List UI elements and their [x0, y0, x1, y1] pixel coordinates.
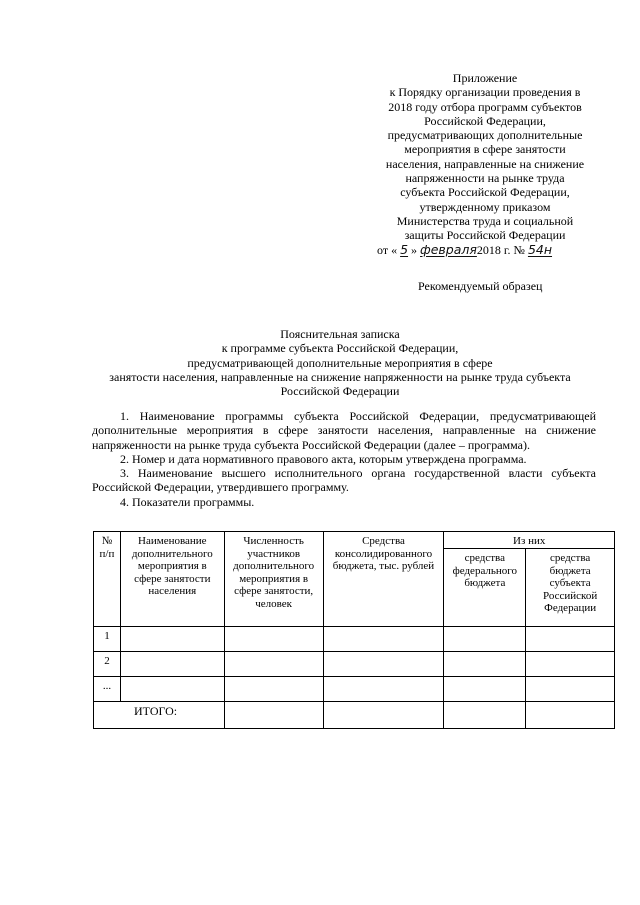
date-prefix: от « [377, 242, 398, 257]
table-cell [323, 652, 444, 677]
appendix-line: субъекта Российской Федерации, [400, 185, 570, 200]
table-cell [444, 652, 526, 677]
handwritten-day: 5 [400, 241, 409, 257]
title-line: к программе субъекта Российской Федерации, [221, 341, 459, 356]
table-total-row [94, 702, 615, 729]
table-header-row [94, 532, 615, 549]
appendix-line: защиты Российской Федерации [404, 228, 566, 243]
table-row [94, 652, 615, 677]
table-cell [323, 677, 444, 702]
appendix-header [365, 71, 605, 257]
appendix-line: мероприятия в сфере занятости [404, 142, 566, 157]
title-line: Пояснительная записка [280, 327, 400, 341]
row-number: 2 [94, 652, 121, 677]
number-sign: № [513, 242, 525, 257]
table-cell [224, 627, 323, 652]
sample-label: Рекомендуемый образец [418, 279, 543, 293]
row-number: ... [94, 677, 121, 702]
table-row [94, 677, 615, 702]
table-cell [526, 677, 615, 702]
handwritten-month: февраля [420, 241, 477, 257]
appendix-line: Российской Федерации, [424, 113, 546, 128]
date-year: 2018 г. [476, 242, 511, 257]
appendix-line: напряженности на рынке труда [405, 171, 565, 186]
paragraph-indicators: 4. Показатели программы. [120, 494, 255, 509]
date-quote-close: » [411, 242, 418, 257]
title-line: занятости населения, направленные на снижение напряженности на рынке труда субъекта [109, 369, 571, 384]
table-cell [444, 677, 526, 702]
appendix-line: к Порядку организации проведения в [389, 85, 581, 100]
table-cell [120, 652, 224, 677]
total-label: ИТОГО: [94, 702, 225, 729]
table-cell [323, 627, 444, 652]
paragraph-legal-act: 2. Номер и дата нормативного правового акта, которым утверждена программа. [120, 451, 527, 466]
paragraph-program-name: 1. Наименование программы субъекта Российской Федерации, предусматривающей дополнительные мероприятия в сфере занятости населения, направленные на снижение напряженности на рынке труда субъекта Российской Федерации (далее – программа). [92, 409, 596, 452]
table-cell [224, 677, 323, 702]
header-measure-name: Наименование дополнительного мероприятия в сфере занятости населения [120, 532, 224, 627]
indicators-table [93, 531, 615, 729]
table-cell [120, 627, 224, 652]
header-of-which: Из них [444, 532, 615, 549]
paragraph-executive-body: 3. Наименование высшего исполнительного органа государственной власти субъекта Российской Федерации, утвердившего программу. [92, 466, 596, 495]
table-cell [224, 652, 323, 677]
header-num: № п/п [94, 532, 121, 627]
handwritten-number: 54н [527, 241, 553, 257]
appendix-line: Министерства труда и социальной [396, 213, 574, 228]
title-line: предусматривающей дополнительные мероприятия в сфере [187, 355, 493, 370]
table-cell [120, 677, 224, 702]
header-participants: Численность участников дополнительного мероприятия в сфере занятости, человек [224, 532, 323, 627]
table-cell [526, 627, 615, 652]
appendix-line: утвержденному приказом [419, 199, 551, 214]
row-number: 1 [94, 627, 121, 652]
document-title [80, 327, 600, 398]
appendix-line: 2018 году отбора программ субъектов [388, 99, 582, 114]
appendix-line: предусматривающих дополнительные [387, 128, 583, 143]
title-line: Российской Федерации [280, 384, 400, 399]
table-cell [444, 627, 526, 652]
header-consolidated-funds: Средства консолидированного бюджета, тыс. рублей [323, 532, 444, 627]
document-body [92, 409, 596, 509]
table-cell [444, 702, 526, 729]
table-cell [526, 702, 615, 729]
header-regional-funds: средства бюджета субъекта Российской Федерации [526, 549, 615, 627]
table-row [94, 627, 615, 652]
appendix-line: населения, направленные на снижение [385, 156, 585, 171]
table-cell [323, 702, 444, 729]
appendix-line: Приложение [452, 71, 518, 85]
table-cell [526, 652, 615, 677]
header-federal-funds: средства федерального бюджета [444, 549, 526, 627]
order-date-line [365, 243, 605, 257]
table-cell [224, 702, 323, 729]
